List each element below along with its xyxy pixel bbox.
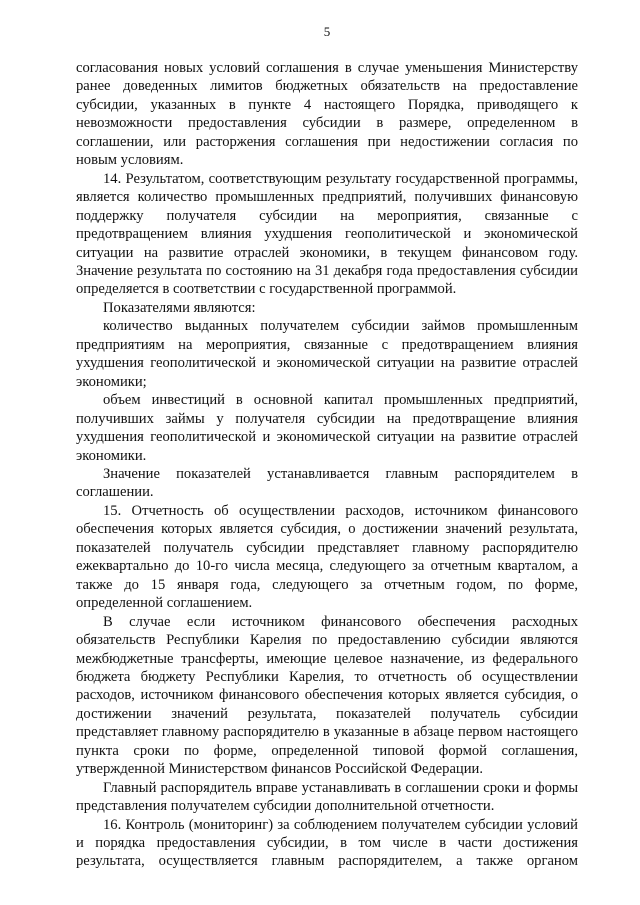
paragraph-indicators-intro: Показателями являются: xyxy=(103,299,256,316)
paragraph-indicator-investments: объем инвестиций в основной капитал промышленных предприятий, получивших займы у получателя субсидии на предотвращение влияния ухудшения геополитической и экономической ситуации на развитие отраслей экономики. xyxy=(76,392,578,464)
paragraph-15-federal-transfers: В случае если источником финансового обеспечения расходных обязательств Республики Карелия по предоставлению субсидии являются межбюджетные трансферты, имеющие целевое назначение, из федерального бюджета бюджету Республики Карелия, то отчетность об осуществлении расходов, источником финансового обеспечения которых является субсидия, о достижении значений результата, показателей получатель субсидии представляет главному распорядителю в указанные в абзаце первом настоящего пункта сроки по форме, определенной типовой формой соглашения, утвержденной Министерством финансов Российской Федерации. xyxy=(76,613,578,778)
paragraph-14-result: 14. Результатом, соответствующим результату государственной программы, является количество промышленных предприятий, получивших финансовую поддержку получателя субсидии на мероприятия, связанные с предотвращением влияния ухудшения геополитической и экономической ситуации на развитие отраслей экономики, в текущем финансовом году. Значение результата по состоянию на 31 декабря года предоставления субсидии определяется в соответствии с государственной программой. xyxy=(76,170,578,298)
paragraph-15-reporting: 15. Отчетность об осуществлении расходов, источником финансового обеспечения которых является субсидия, о достижении значений результата, показателей получатель субсидии представляет главному распорядителю ежеквартально до 10-го числа месяца, следующего за отчетным кварталом, а также до 15 января года, следующего за отчетным годом, по форме, определенной соглашением. xyxy=(76,502,578,612)
page-number: 5 xyxy=(323,24,331,39)
paragraph-continuation: согласования новых условий соглашения в случае уменьшения Министерству ранее доведенных лимитов бюджетных обязательств на предоставление субсидии, указанных в пункте 4 настоящего Порядка, приводящего к невозможности предоставления субсидии в размере, определенном в соглашении, или расторжения соглашения при недостижении согласия по новым условиям. xyxy=(76,60,578,169)
paragraph-16-control: 16. Контроль (мониторинг) за соблюдением получателем субсидии условий и порядка предоставления субсидии, в том числе в части достижения результата, осуществляется главным распорядителем, а также органом xyxy=(76,816,578,870)
paragraph-indicator-values: Значение показателей устанавливается главным распорядителем в соглашении. xyxy=(76,465,578,501)
paragraph-15-additional-reporting: Главный распорядитель вправе устанавливать в соглашении сроки и формы представления получателем субсидии дополнительной отчетности. xyxy=(76,779,578,815)
paragraph-indicator-loans: количество выданных получателем субсидии займов промышленным предприятиям на мероприятия, связанные с предотвращением влияния ухудшения геополитической и экономической ситуации на развитие отраслей экономики; xyxy=(76,318,578,390)
